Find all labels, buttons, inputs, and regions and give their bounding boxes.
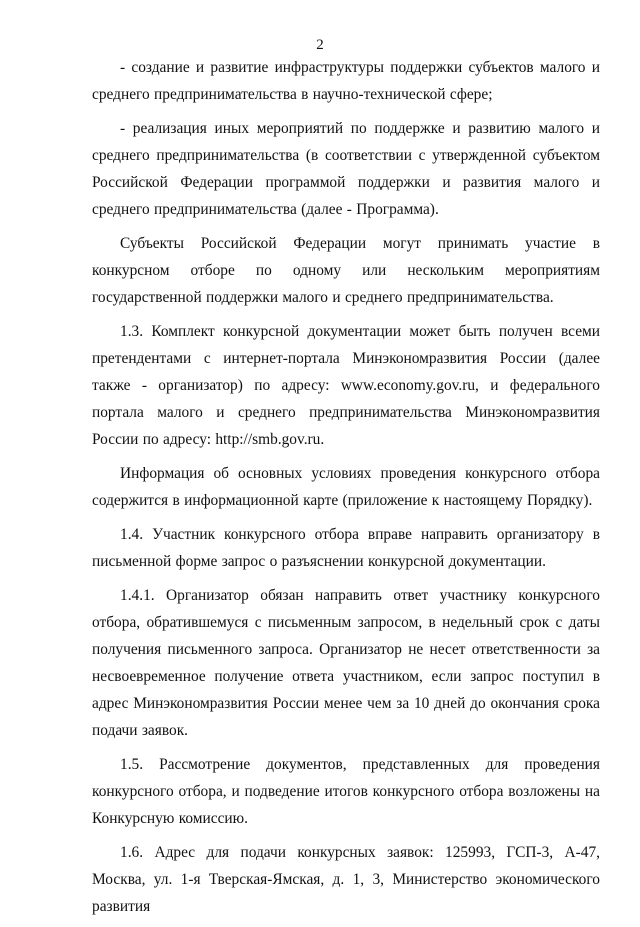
- paragraph-1-4: 1.4. Участник конкурсного отбора вправе направить организатору в письменной форме запрос о разъяснении конкурсной документации.: [92, 526, 600, 570]
- paragraph-other-measures-item: - реализация иных мероприятий по поддержке и развитию малого и среднего предпринимательства (в соответствии с утвержденной субъектом Российской Федерации программой поддержки и развития малого и среднего предпринимательства (далее - Программа).: [92, 120, 600, 218]
- paragraph-1-5: 1.5. Рассмотрение документов, представленных для проведения конкурсного отбора, и подведение итогов конкурсного отбора возложены на Конкурсную комиссию.: [92, 756, 600, 827]
- document-body: [92, 54, 600, 927]
- paragraph-1-6: 1.6. Адрес для подачи конкурсных заявок: 125993, ГСП-3, А-47, Москва, ул. 1-я Тверская-Ямская, д. 1, 3, Министерство экономического развития: [92, 844, 600, 915]
- page-number: 2: [316, 37, 324, 53]
- paragraph-1-4-1: 1.4.1. Организатор обязан направить ответ участнику конкурсного отбора, обратившемуся с письменным запросом, в недельный срок с даты получения письменного запроса. Организатор не несет ответственности за несвоевременное получение ответа участником, если запрос поступил в адрес Минэкономразвития России менее чем за 10 дней до окончания срока подачи заявок.: [92, 587, 600, 739]
- paragraph-1-3: 1.3. Комплект конкурсной документации может быть получен всеми претендентами с интернет-портала Минэкономразвития России (далее также - организатор) по адресу: www.economy.gov.ru, и федерального портала малого и среднего предпринимательства Минэкономразвития России по адресу: http://smb.gov.ru.: [92, 323, 600, 448]
- paragraph-information-card: Информация об основных условиях проведения конкурсного отбора содержится в информационной карте (приложение к настоящему Порядку).: [92, 465, 600, 509]
- paragraph-infrastructure-item: - создание и развитие инфраструктуры поддержки субъектов малого и среднего предпринимательства в научно-технической сфере;: [92, 59, 600, 103]
- paragraph-federation-subjects: Субъекты Российской Федерации могут принимать участие в конкурсном отборе по одному или нескольким мероприятиям государственной поддержки малого и среднего предпринимательства.: [92, 235, 600, 306]
